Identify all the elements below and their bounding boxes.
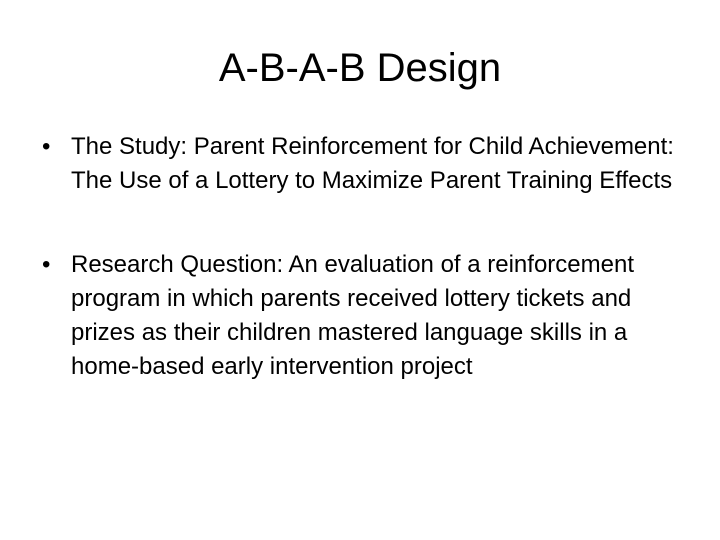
- slide-title: A-B-A-B Design: [218, 46, 502, 90]
- bullet-marker: •: [42, 251, 51, 278]
- bullet-item-research-question: [36, 248, 696, 384]
- bullet-list: [36, 130, 696, 434]
- bullet-text-study: The Study: Parent Reinforcement for Child Achievement: The Use of a Lottery to Maximize Parent Training Effects: [71, 133, 674, 194]
- bullet-marker: •: [42, 133, 51, 160]
- bullet-text-research-question: Research Question: An evaluation of a reinforcement program in which parents received lottery tickets and prizes as their children mastered language skills in a home-based early intervention project: [71, 251, 634, 380]
- bullet-item-study: [36, 130, 696, 198]
